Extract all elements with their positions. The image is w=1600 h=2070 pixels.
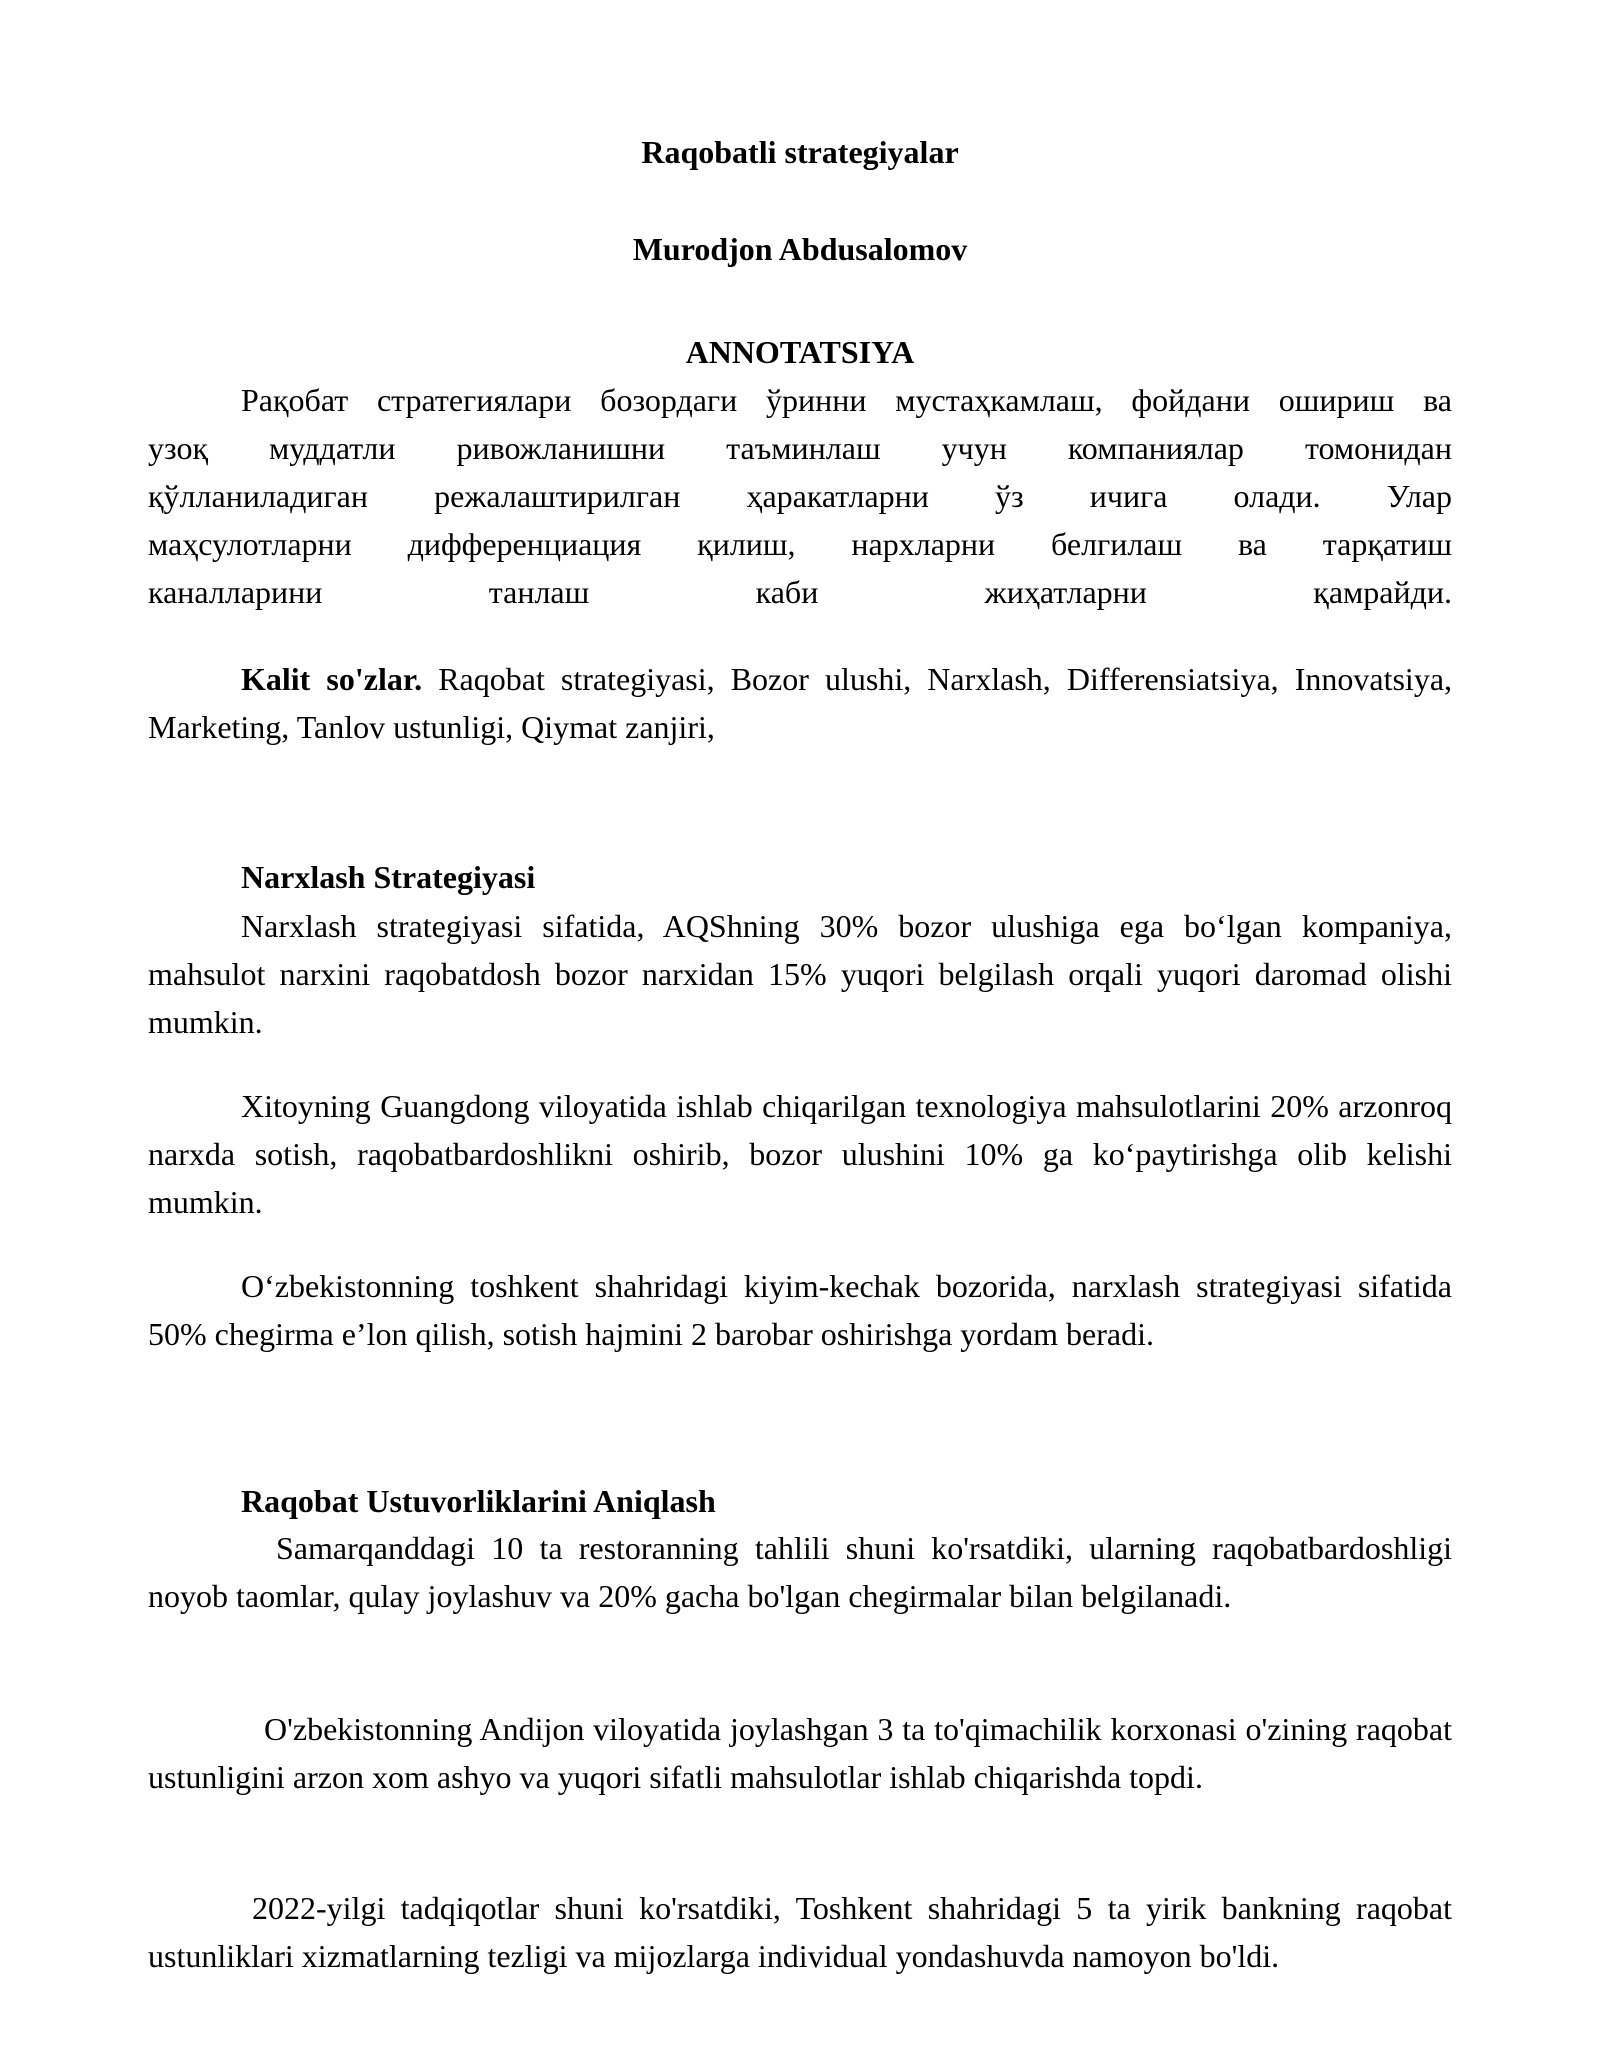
abstract-heading: ANNOTATSIYA <box>685 334 915 370</box>
abstract-line: узоқ муддатли ривожланишни таъминлаш учун компаниялар томонидан <box>148 430 1452 466</box>
body-paragraph: Xitoyning Guangdong viloyatida ishlab chiqarilgan texnologiya mahsulotlarini 20% arzonroq narxda sotish, raqobatbardoshlikni oshirib, bozor ulushini 10% ga koʻpaytirishga olib kelishi mumkin. <box>148 1088 1452 1220</box>
paper-title: Raqobatli strategiyalar <box>641 134 959 170</box>
body-paragraph: Oʻzbekistonning toshkent shahridagi kiyim-kechak bozorida, narxlash strategiyasi sifatida 50% chegirma e’lon qilish, sotish hajmini 2 barobar oshirishga yordam beradi. <box>148 1268 1452 1352</box>
keywords-text: Raqobat strategiyasi, Bozor ulushi, Narxlash, Differensiatsiya, Innovatsiya, Marketing, Tanlov ustunligi, Qiymat zanjiri, <box>148 661 1453 745</box>
body-paragraph: O'zbekistonning Andijon viloyatida joylashgan 3 ta to'qimachilik korxonasi o'zining raqobat ustunligini arzon xom ashyo va yuqori sifatli mahsulotlar ishlab chiqarishda topdi. <box>148 1711 1452 1795</box>
body-paragraph: Samarqanddagi 10 ta restoranning tahlili shuni ko'rsatdiki, ularning raqobatbardoshligi noyob taomlar, qulay joylashuv va 20% gacha bo'lgan chegirmalar bilan belgilanadi. <box>148 1530 1452 1614</box>
abstract-line: маҳсулотларни дифференциация қилиш, нархларни белгилаш ва тарқатиш <box>148 526 1452 562</box>
abstract-line: Рақобат стратегиялари бозордаги ўринни мустаҳкамлаш, фойдани ошириш ва <box>241 382 1452 418</box>
section-heading-raqobat: Raqobat Ustuvorliklarini Aniqlash <box>241 1483 716 1519</box>
abstract-line: қўлланиладиган режалаштирилган ҳаракатларни ўз ичига олади. Улар <box>148 478 1452 514</box>
section-heading-narxlash: Narxlash Strategiyasi <box>241 859 536 895</box>
abstract-line: каналларини танлаш каби жиҳатларни қамрайди. <box>148 574 1452 610</box>
abstract-body <box>148 376 1452 616</box>
body-paragraph: 2022-yilgi tadqiqotlar shuni ko'rsatdiki, Toshkent shahridagi 5 ta yirik bankning raqobat ustunliklari xizmatlarning tezligi va mijozlarga individual yondashuvda namoyon bo'ldi. <box>148 1890 1452 1974</box>
keywords-label: Kalit so'zlar. <box>241 661 423 697</box>
author-name: Murodjon Abdusalomov <box>632 231 968 267</box>
body-paragraph: Narxlash strategiyasi sifatida, AQShning 30% bozor ulushiga ega boʻlgan kompaniya, mahsulot narxini raqobatdosh bozor narxidan 15% yuqori belgilash orqali yuqori daromad olishi mumkin. <box>148 908 1452 1040</box>
keywords-paragraph <box>148 655 1452 751</box>
